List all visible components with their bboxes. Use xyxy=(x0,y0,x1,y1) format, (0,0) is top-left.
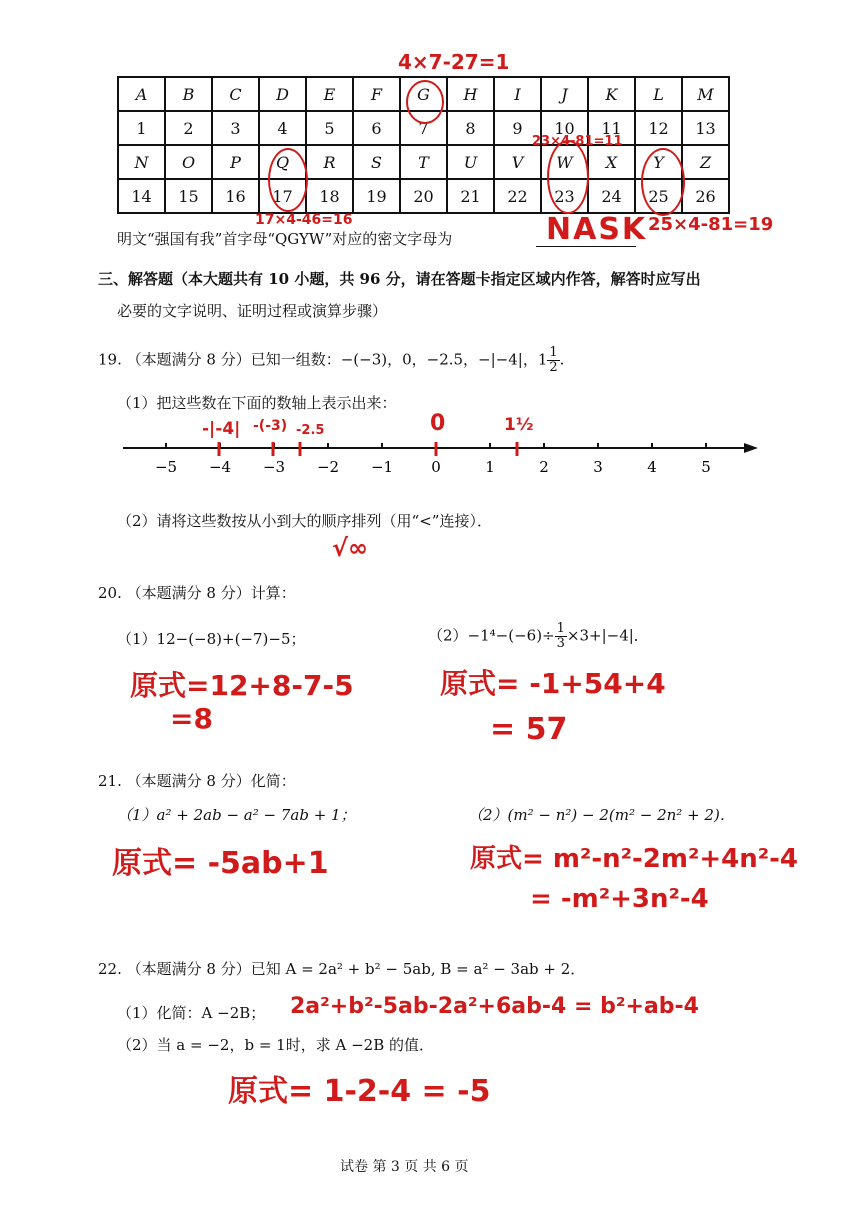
tick-label: 3 xyxy=(593,458,603,476)
tick-label: 5 xyxy=(701,458,711,476)
mark-label-2: -(-3) xyxy=(253,418,288,434)
q19-text: 19. （本题满分 8 分）已知一组数：−(−3)，0，−2.5，−|−4|，1 xyxy=(98,350,548,369)
cipher-cell: J xyxy=(541,77,588,111)
cipher-cell: 9 xyxy=(494,111,541,145)
number-line xyxy=(118,408,768,488)
cipher-cell: M xyxy=(682,77,729,111)
tick-label: 4 xyxy=(647,458,657,476)
q20-part2: （2）−1⁴−(−6)÷ $\frac{1}{3}$ ×3+|−4|． xyxy=(428,621,649,651)
cipher-cell: 10 xyxy=(541,111,588,145)
arrow-icon xyxy=(744,443,758,453)
q22-part2: （2）当 a = −2，b = 1时，求 A −2B 的值． xyxy=(117,1036,434,1054)
cipher-cell: 25 xyxy=(635,179,682,213)
mark-label-4: 0 xyxy=(430,411,446,436)
cipher-cell: 23 xyxy=(541,179,588,213)
tick-label: −1 xyxy=(370,458,394,476)
cipher-row-letters-2 xyxy=(118,145,729,179)
q19-part1: （1）把这些数在下面的数轴上表示出来： xyxy=(117,394,397,412)
cipher-cell: 26 xyxy=(682,179,729,213)
cipher-cell: Z xyxy=(682,145,729,179)
cipher-cell: Y xyxy=(635,145,682,179)
q21-answer2-line2: = -m²+3n²-4 xyxy=(530,884,709,914)
cipher-cell: E xyxy=(306,77,353,111)
q21-part1: （1）a² + 2ab − a² − 7ab + 1； xyxy=(117,806,356,824)
tick-label: −3 xyxy=(262,458,286,476)
tick-label: 2 xyxy=(539,458,549,476)
q21-title: 21. （本题满分 8 分）化简： xyxy=(98,772,296,790)
q20-answer1-line1: 原式=12+8-7-5 xyxy=(130,669,354,702)
handwritten-annotation-q: 17×4-46=16 xyxy=(255,212,353,228)
tick-label: 1 xyxy=(485,458,495,476)
q20-fraction: $\frac{1}{3}$ xyxy=(556,621,565,651)
cipher-cell: S xyxy=(353,145,400,179)
cipher-cell: C xyxy=(212,77,259,111)
cipher-cell: 3 xyxy=(212,111,259,145)
cipher-cell: O xyxy=(165,145,212,179)
cipher-cell: T xyxy=(400,145,447,179)
cipher-question-text: 明文“强国有我”首字母“QGYW”对应的密文字母为 xyxy=(117,230,453,248)
cipher-cell: 16 xyxy=(212,179,259,213)
circle-mark-w xyxy=(547,140,589,214)
cipher-cell: D xyxy=(259,77,306,111)
cipher-cell: 12 xyxy=(635,111,682,145)
section-heading: 三、解答题（本大题共有 10 小题，共 96 分，请在答题卡指定区域内作答，解答时应写出 xyxy=(98,270,701,288)
handwritten-annotation-y: 25×4-81=19 xyxy=(648,214,774,235)
cipher-cell: L xyxy=(635,77,682,111)
cipher-cell: 13 xyxy=(682,111,729,145)
cipher-cell: R xyxy=(306,145,353,179)
cipher-cell: A xyxy=(118,77,165,111)
q19-title: 19. （本题满分 8 分）已知一组数：−(−3)，0，−2.5，−|−4|，1 $\frac{1}{2}$ . xyxy=(98,345,565,375)
tick-label: −4 xyxy=(208,458,232,476)
mark-label-5: 1½ xyxy=(504,415,534,435)
q20-answer2-line2: = 57 xyxy=(490,712,568,747)
circle-mark-y xyxy=(641,148,685,216)
cipher-cell: 5 xyxy=(306,111,353,145)
cipher-cell: X xyxy=(588,145,635,179)
cipher-cell: 15 xyxy=(165,179,212,213)
q19-fraction: $\frac{1}{2}$ xyxy=(549,345,558,375)
tick-label: 0 xyxy=(431,458,441,476)
cipher-cell: 17 xyxy=(259,179,306,213)
mark-label-1: -|-4| xyxy=(202,419,241,439)
q20-title: 20. （本题满分 8 分）计算： xyxy=(98,584,296,602)
page-footer: 试卷 第 3 页 共 6 页 xyxy=(340,1159,469,1175)
cipher-cell: Q xyxy=(259,145,306,179)
q20-answer2-line1: 原式= -1+54+4 xyxy=(440,667,666,700)
section-heading-cont: 必要的文字说明、证明过程或演算步骤） xyxy=(117,302,388,320)
q19-part2: （2）请将这些数按从小到大的顺序排列（用“<”连接）． xyxy=(117,512,492,530)
q21-answer2-line1: 原式= m²-n²-2m²+4n²-4 xyxy=(470,844,799,874)
q21-answer1: 原式= -5ab+1 xyxy=(112,846,329,881)
cipher-cell: 24 xyxy=(588,179,635,213)
cipher-cell: P xyxy=(212,145,259,179)
cipher-cell: 14 xyxy=(118,179,165,213)
q22-part1: （1）化简：A −2B； xyxy=(117,1004,266,1022)
cipher-cell: 8 xyxy=(447,111,494,145)
cipher-row-numbers-2 xyxy=(118,179,729,213)
q20-answer1-line2: =8 xyxy=(170,702,213,735)
cipher-cell: 18 xyxy=(306,179,353,213)
cipher-cell: 11 xyxy=(588,111,635,145)
handwritten-answer-nask: NASK xyxy=(546,212,648,247)
cipher-cell: 2 xyxy=(165,111,212,145)
cipher-cell: 22 xyxy=(494,179,541,213)
q22-answer2: 原式= 1-2-4 = -5 xyxy=(228,1074,491,1109)
cipher-cell: U xyxy=(447,145,494,179)
handwritten-annotation-g: 4×7-27=1 xyxy=(398,50,510,74)
q21-part2: （2）(m² − n²) − 2(m² − 2n² + 2)． xyxy=(468,806,735,824)
cipher-cell: N xyxy=(118,145,165,179)
cipher-cell: 20 xyxy=(400,179,447,213)
q22-answer1: 2a²+b²-5ab-2a²+6ab-4 = b²+ab-4 xyxy=(290,994,699,1019)
tick-label: −2 xyxy=(316,458,340,476)
cipher-cell: G xyxy=(400,77,447,111)
mark-label-3: -2.5 xyxy=(296,423,325,438)
handwritten-annotation-w: 23×4-81=11 xyxy=(532,134,623,149)
cipher-cell: H xyxy=(447,77,494,111)
cipher-cell: 19 xyxy=(353,179,400,213)
q22-title: 22. （本题满分 8 分）已知 A = 2a² + b² − 5ab, B = a² − 3ab + 2． xyxy=(98,960,586,978)
cipher-cell: K xyxy=(588,77,635,111)
cipher-cell: B xyxy=(165,77,212,111)
circle-mark-q xyxy=(268,148,308,212)
cipher-cell: 7 xyxy=(400,111,447,145)
cipher-cell: W xyxy=(541,145,588,179)
cipher-cell: 6 xyxy=(353,111,400,145)
q19-handwritten-answer: √∞ xyxy=(332,534,368,562)
cipher-cell: 21 xyxy=(447,179,494,213)
circle-mark-g xyxy=(406,80,444,124)
cipher-cell: 1 xyxy=(118,111,165,145)
handwritten-marks xyxy=(202,411,533,456)
q20-part1: （1）12−(−8)+(−7)−5； xyxy=(117,630,306,648)
cipher-cell: F xyxy=(353,77,400,111)
cipher-cell: I xyxy=(494,77,541,111)
cipher-cell: V xyxy=(494,145,541,179)
cipher-cell: 4 xyxy=(259,111,306,145)
tick-label: −5 xyxy=(154,458,178,476)
